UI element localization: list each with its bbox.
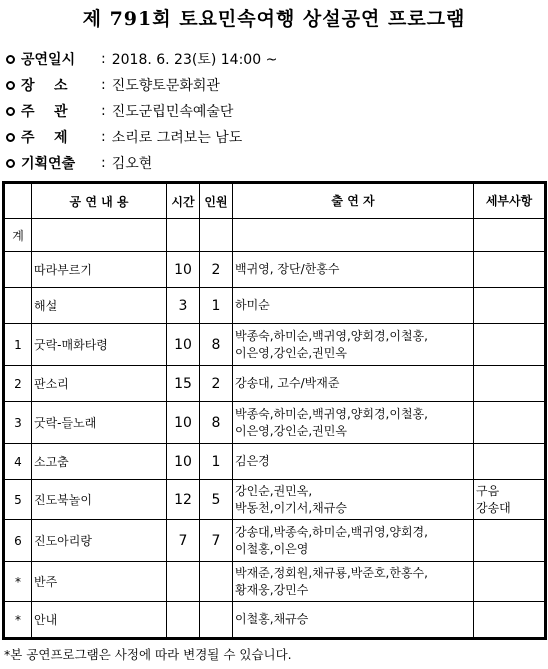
row-performers: 하미순 <box>233 288 474 324</box>
row-number <box>5 252 32 288</box>
info-row-host: 주 관 : 진도군립민속예술단 <box>6 98 277 124</box>
table-row <box>5 324 545 366</box>
row-notes <box>474 602 545 638</box>
info-value: 진도군립민속예술단 <box>111 104 234 120</box>
circle-bullet-icon <box>6 133 15 142</box>
row-number: 2 <box>5 366 32 402</box>
row-performers: 강인순,권민옥, 박동천,이기서,채규승 <box>233 480 474 520</box>
row-program: 진도아리랑 <box>32 520 167 562</box>
program-table <box>4 183 545 638</box>
row-performers: 강송대, 고수/박재준 <box>233 366 474 402</box>
table-row <box>5 602 545 638</box>
row-number: 1 <box>5 324 32 366</box>
row-program: 해설 <box>32 288 167 324</box>
info-value: 김오현 <box>111 156 153 172</box>
header-no <box>5 184 32 219</box>
row-time: 12 <box>167 480 200 520</box>
row-program: 진도북놀이 <box>32 480 167 520</box>
row-program: 소고춤 <box>32 444 167 480</box>
info-value: 소리로 그려보는 남도 <box>111 130 243 146</box>
row-number <box>5 288 32 324</box>
row-notes <box>474 324 545 366</box>
row-people <box>200 562 233 602</box>
row-time <box>167 562 200 602</box>
row-people: 2 <box>200 252 233 288</box>
header-performers: 출 연 자 <box>233 184 474 219</box>
row-performers: 김은경 <box>233 444 474 480</box>
header-notes: 세부사항 <box>474 184 545 219</box>
table-row <box>5 480 545 520</box>
row-time: 10 <box>167 252 200 288</box>
row-performers: 이철홍,채규승 <box>233 602 474 638</box>
row-number: 4 <box>5 444 32 480</box>
row-time: 10 <box>167 324 200 366</box>
table-row-total <box>5 219 545 252</box>
info-label: 장 소 <box>21 78 68 94</box>
header-people: 인원 <box>200 184 233 219</box>
event-info <box>6 46 277 176</box>
info-value: 2018. 6. 23(토) 14:00 ~ <box>111 52 278 68</box>
table-row <box>5 402 545 444</box>
table-row <box>5 562 545 602</box>
row-time: 10 <box>167 402 200 444</box>
row-notes <box>474 444 545 480</box>
circle-bullet-icon <box>6 55 15 64</box>
table-header-row <box>5 184 545 219</box>
row-performers: 박종숙,하미순,백귀영,양회경,이철홍, 이은영,강인순,권민옥 <box>233 402 474 444</box>
row-notes <box>474 366 545 402</box>
circle-bullet-icon <box>6 81 15 90</box>
row-performers: 강송대,박종숙,하미순,백귀영,양회경, 이철홍,이은영 <box>233 520 474 562</box>
row-time: 7 <box>167 520 200 562</box>
row-people: 8 <box>200 324 233 366</box>
info-row-director: 기획연출 : 김오현 <box>6 150 277 176</box>
row-performers: 박종숙,하미순,백귀영,양회경,이철홍, 이은영,강인순,권민옥 <box>233 324 474 366</box>
row-notes: 구음 강송대 <box>474 480 545 520</box>
row-people: 5 <box>200 480 233 520</box>
info-value: 진도향토문화회관 <box>111 78 220 94</box>
info-row-venue: 장 소 : 진도향토문화회관 <box>6 72 277 98</box>
row-number: 3 <box>5 402 32 444</box>
row-number: * <box>5 602 32 638</box>
row-people: 2 <box>200 366 233 402</box>
info-label: 주 관 <box>21 104 68 120</box>
header-program: 공 연 내 용 <box>32 184 167 219</box>
row-notes <box>474 402 545 444</box>
row-program: 굿락-들노래 <box>32 402 167 444</box>
table-row <box>5 444 545 480</box>
row-number: 6 <box>5 520 32 562</box>
info-row-theme: 주 제 : 소리로 그려보는 남도 <box>6 124 277 150</box>
row-program: 안내 <box>32 602 167 638</box>
row-people: 1 <box>200 444 233 480</box>
row-time <box>167 602 200 638</box>
row-people: 7 <box>200 520 233 562</box>
page-title: 제 791회 토요민속여행 상설공연 프로그램 <box>82 8 466 30</box>
info-label: 기획연출 <box>21 156 76 172</box>
row-notes <box>474 520 545 562</box>
table-row <box>5 520 545 562</box>
row-number: 5 <box>5 480 32 520</box>
circle-bullet-icon <box>6 159 15 168</box>
row-program: 반주 <box>32 562 167 602</box>
row-people: 1 <box>200 288 233 324</box>
info-label: 주 제 <box>21 130 68 146</box>
row-people <box>200 602 233 638</box>
table-row <box>5 252 545 288</box>
row-number: * <box>5 562 32 602</box>
row-time: 10 <box>167 444 200 480</box>
header-time: 시간 <box>167 184 200 219</box>
row-time: 15 <box>167 366 200 402</box>
row-notes <box>474 288 545 324</box>
row-notes <box>474 252 545 288</box>
row-performers: 박재준,정회원,채규룡,박준호,한홍수, 황재웅,강민수 <box>233 562 474 602</box>
table-row <box>5 288 545 324</box>
row-program: 판소리 <box>32 366 167 402</box>
footnote: *본 공연프로그램은 사정에 따라 변경될 수 있습니다. <box>4 647 292 662</box>
table-row <box>5 366 545 402</box>
row-program: 굿락-매화타령 <box>32 324 167 366</box>
row-time: 3 <box>167 288 200 324</box>
info-row-date: 공연일시 : 2018. 6. 23(토) 14:00 ~ <box>6 46 277 72</box>
info-label: 공연일시 <box>21 52 76 68</box>
total-label: 계 <box>5 219 32 252</box>
row-notes <box>474 562 545 602</box>
row-program: 따라부르기 <box>32 252 167 288</box>
row-people: 8 <box>200 402 233 444</box>
row-performers: 백귀영, 장단/한홍수 <box>233 252 474 288</box>
circle-bullet-icon <box>6 107 15 116</box>
